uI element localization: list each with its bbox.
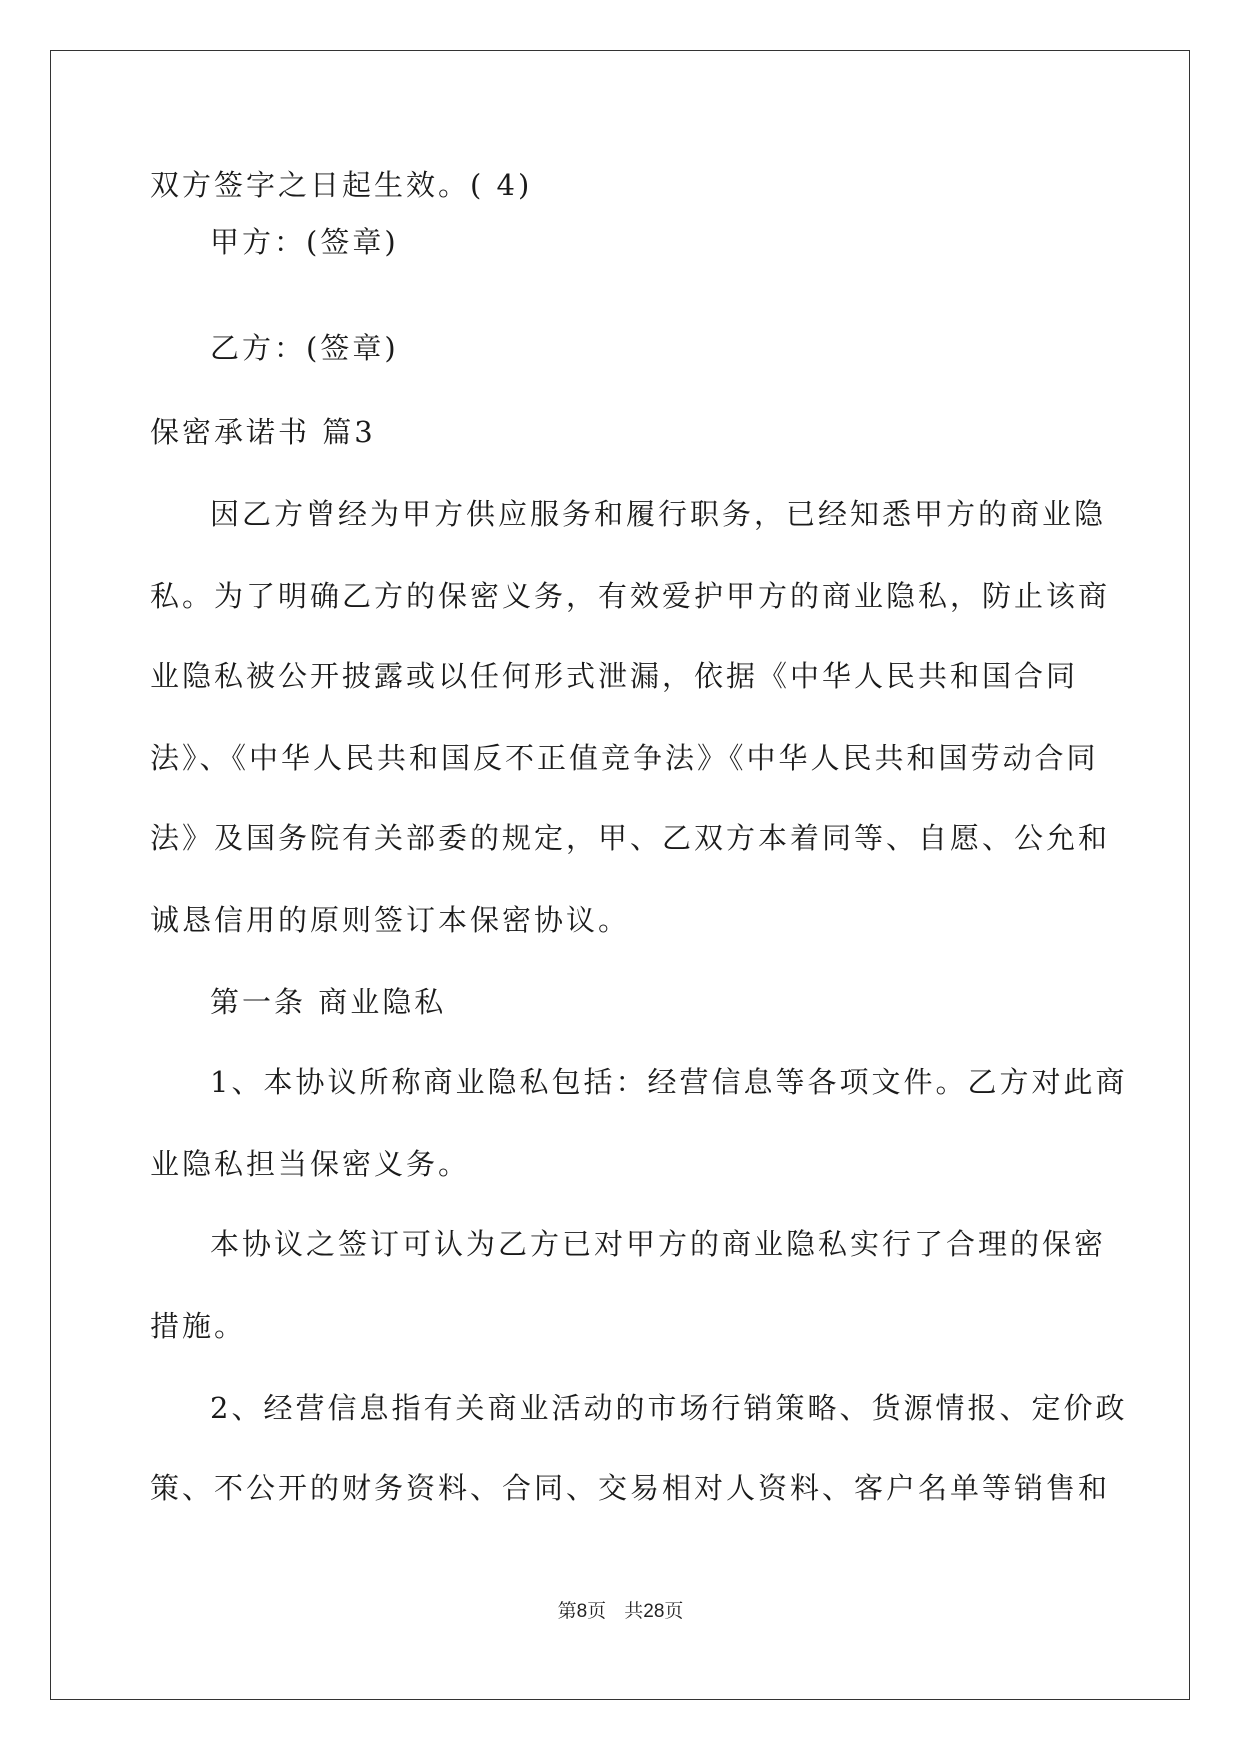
text-line: 甲方：(签章)	[210, 225, 399, 259]
page-current: 8	[576, 1601, 588, 1622]
text-line: 业隐私担当保密义务。	[150, 1147, 471, 1181]
text-line: 乙方：(签章)	[210, 331, 399, 365]
text-line: 策、不公开的财务资料、合同、交易相对人资料、客户名单等销售和	[150, 1471, 1111, 1505]
text-line: 1、本协议所称商业隐私包括：经营信息等各项文件。乙方对此商	[210, 1065, 1128, 1099]
text-line: 因乙方曾经为甲方供应服务和履行职务，已经知悉甲方的商业隐	[210, 497, 1107, 531]
text-line: 私。为了明确乙方的保密义务，有效爱护甲方的商业隐私，防止该商	[150, 579, 1111, 613]
text-line: 2、经营信息指有关商业活动的市场行销策略、货源情报、定价政	[210, 1391, 1128, 1425]
text-line: 法》及国务院有关部委的规定，甲、乙双方本着同等、自愿、公允和	[150, 821, 1111, 855]
text-line: 诚恳信用的原则签订本保密协议。	[150, 903, 631, 937]
page-prefix: 第	[557, 1600, 577, 1622]
text-line: 双方签字之日起生效。( 4)	[150, 168, 533, 202]
page-footer	[0, 1596, 1241, 1623]
section-heading: 保密承诺书 篇3	[150, 415, 376, 449]
text-line: 本协议之签订可认为乙方已对甲方的商业隐私实行了合理的保密	[210, 1227, 1107, 1261]
page-border	[50, 50, 1190, 1700]
text-line: 业隐私被公开披露或以任何形式泄漏，依据《中华人民共和国合同	[150, 659, 1079, 693]
page-suffix: 页	[664, 1600, 684, 1622]
text-line: 法》、《中华人民共和国反不正值竞争法》《中华人民共和国劳动合同	[150, 741, 1099, 775]
page-middle: 页 共	[587, 1600, 644, 1622]
page-total: 28	[643, 1601, 665, 1622]
text-line: 措施。	[150, 1309, 247, 1343]
article-heading: 第一条 商业隐私	[210, 985, 447, 1019]
